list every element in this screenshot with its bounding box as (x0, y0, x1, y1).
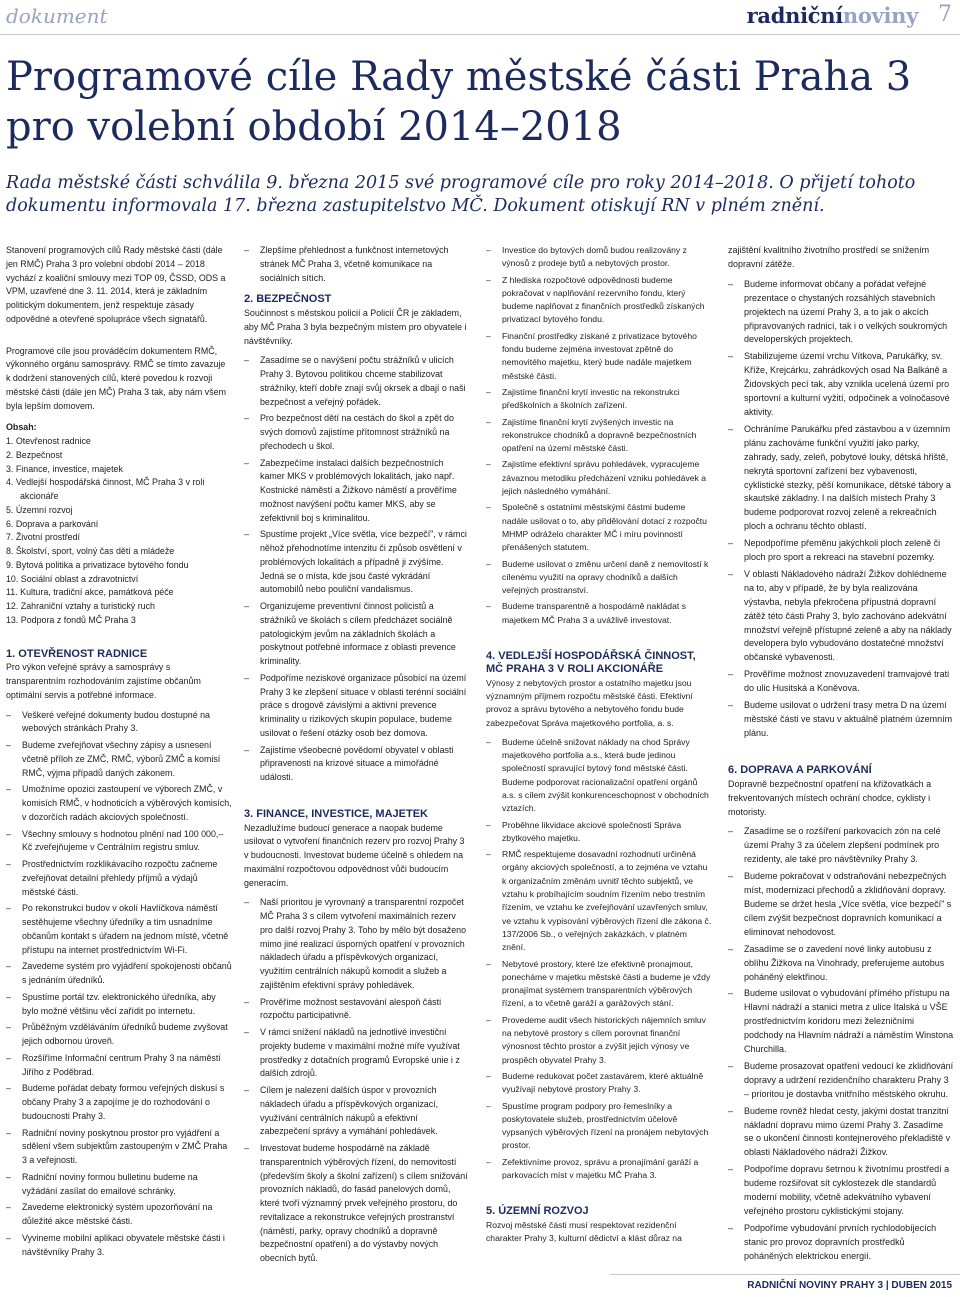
intro-paragraph-2: Programové cíle jsou prováděcím dokumentem RMČ, výkonného orgánu samosprávy. RMČ se tímto zavazuje k dodržení stanovených cílů, které povedou k rozvoji městské části (dále jen MČ) Praha 3 tak, aby nám všem byla lepším domovem. (6, 345, 226, 411)
column-3-top-list (486, 244, 712, 627)
bullet-text: Proběhne likvidace akciové společnosti Správa zbytkového majetku. (502, 819, 682, 843)
bullet-item (728, 423, 954, 534)
dash-bullet: – (244, 672, 249, 683)
dash-bullet: – (244, 413, 249, 424)
bullet-text: Stabilizujeme území vrchu Vítkova, Parukářky, sv. Kříže, Krejcárku, zahrádkových osad Na Balkáně a Židovských pecí tak, aby vznikla ucelená území pro sportovní a kulturní vyžití, odpočinek a volnočasové aktivity. (744, 351, 950, 417)
bullet-text: Prověříme možnost sestavování alespoň části rozpočtu participativně. (260, 996, 442, 1021)
section-list-6 (728, 825, 954, 1263)
contents-list (6, 435, 232, 628)
bullet-text: Ochráníme Parukářku před zástavbou a v územním plánu zachováme funkční využití jako parky, zahrady, sady, zeleň, pobytové louky, dětská hřiště, nekrytá sportovní zařízení bez vybavenosti, cyklistické stezky, pěší komunikace, dětské tábory a skautské základny. I na dalších místech Prahy 3 budeme podporovat rozvoj zeleně a rekreačních ploch a ochranu těchto oblastí. (744, 423, 951, 532)
footer-divider (610, 1274, 960, 1275)
bullet-text: Podpoříme neziskové organizace působící na území Prahy 3 ke zlepšení situace v oblasti terénní sociální práce s drogově závislými a aktivní prevence kriminality u rizikových skupin populace, budeme usilovat o řešení otázky osob bez domova. (260, 672, 467, 738)
bullet-text: Nepodpoříme přeměnu jakýchkoli ploch zeleně či ploch pro sport a rekreaci na stavební pozemky. (744, 538, 941, 563)
dash-bullet: – (6, 1232, 11, 1243)
column-2 (244, 244, 470, 1269)
section-list-4 (486, 736, 712, 1183)
dash-bullet: – (728, 423, 734, 434)
bullet-text: Rozšíříme Informační centrum Prahy 3 na náměstí Jiřího z Poděbrad. (22, 1052, 221, 1077)
dash-bullet: – (728, 568, 734, 579)
bullet-text: Podpoříme dopravu šetrnou k životnímu prostředí a budeme rozšiřovat sít cyklostezek dle standardů moderní mobility, včetně adekvátního vybavení veřejného prostoru cyklistickými stojany. (744, 1164, 950, 1216)
bullet-item (6, 739, 232, 780)
bullet-item (486, 600, 712, 627)
contents-item: 6. Doprava a parkování (6, 518, 99, 529)
bullet-text: Provedeme audit všech historických nájemních smluv na nebytové prostory s cílem porovnat finanční výnosnost těchto prostor a zvýšit jejich výnosy ve prospěch obyvatel Prahy 3. (502, 1014, 706, 1065)
bullet-item (728, 350, 954, 420)
section-intro-3: Nezadlužíme budoucí generace a naopak budeme usilovat o vytvoření finančních rezerv pro rozvoj Prahy 3 v budoucnosti. Investovat budeme účelně s ohledem na maximální rozpočtovou odpovědnost vůči budoucím generacím. (244, 822, 465, 888)
dash-bullet: – (486, 245, 491, 255)
contents-item: 11. Kultura, tradiční akce, památková péče (6, 587, 174, 598)
bullet-item (6, 709, 232, 737)
masthead-part1: radniční (746, 3, 843, 28)
bullet-item (486, 736, 712, 816)
contents-item: 5. Územní rozvoj (6, 504, 73, 515)
bullet-item (486, 558, 712, 598)
bullet-item (486, 1070, 712, 1097)
bullet-text: Spustíme portál tzv. elektronického úředníka, aby bylo možné většinu věcí zařídit po internetu. (22, 991, 216, 1016)
bullet-text: V rámci snížení nákladů na jednotlivé investiční projekty budeme v maximální možné míře využívat prostředky z dotačních programů Evropské unie i z dalších zdrojů. (260, 1027, 460, 1079)
dash-bullet: – (486, 558, 491, 569)
bullet-item (244, 1084, 470, 1139)
bullet-item (728, 668, 954, 696)
bullet-text: Veškeré veřejné dokumenty budou dostupné na webových stránkách Prahy 3. (22, 709, 210, 734)
dash-bullet: – (6, 991, 11, 1002)
contents-item: 7. Životní prostředí (6, 532, 80, 543)
dash-bullet: – (244, 601, 249, 611)
dash-bullet: – (728, 538, 734, 549)
bullet-item (244, 744, 470, 785)
bullet-item (486, 458, 712, 498)
bullet-item (486, 416, 712, 456)
bullet-text: Zajistíme finanční krytí investic na rekonstrukci předškolních a školních zařízení. (502, 386, 680, 411)
dash-bullet: – (728, 988, 734, 999)
dash-bullet: – (728, 1222, 734, 1233)
dash-bullet: – (728, 1164, 734, 1175)
bullet-item (486, 848, 712, 954)
bullet-text: Zavedeme elektronický systém upozorňování na důležité akce městské části. (22, 1202, 213, 1226)
bullet-item (6, 858, 232, 899)
bullet-text: Radniční noviny poskytnou prostor pro vyjádření a sdělení všem subjektům zastoupeným v ZMČ Praha 3 a veřejnosti. (22, 1127, 228, 1165)
bullet-text: Zlepšíme přehlednost a funkčnost internetových stránek MČ Praha 3, včetně komunikace na sociálních sítích. (260, 245, 449, 283)
bullet-item (728, 1105, 954, 1161)
dash-bullet: – (244, 245, 249, 255)
bullet-text: Společně s ostatními městskými částmi budeme nadále usilovat o to, aby přidělování dotací z rozpočtu MHMP odráželo charakter MČ i míru povinností přenášených statutem. (502, 502, 707, 553)
bullet-item (6, 1052, 232, 1080)
bullet-text: Investice do bytových domů budou realizovány z výnosů z prodeje bytů a nebytových prostor. (502, 245, 687, 269)
dash-bullet: – (6, 709, 11, 720)
bullet-text: Podpoříme vybudování prvních rychlodobíjecích stanic pro provoz dopravních prostředků poháněných elektrickou energií. (744, 1222, 937, 1261)
bullet-text: Budeme usilovat o vybudování přímého přístupu na Hlavní nádraží a stanici metra z ulice Italská u VŠE prostřednictvím koridoru mezi železničními podchody na Hlavním nádraží a náměstím Winstona Churchilla. (744, 988, 954, 1055)
bullet-text: Spustíme projekt „Více světla, více bezpečí", v rámci něhož přehodnotíme intenzitu či způsob osvětlení v problémových lokalitách a případně ji zvýšíme. Jedná se o místa, kde jsou časté vykrádání automobilů nebo pouliční vandalismus. (260, 529, 467, 595)
dash-bullet: – (728, 278, 734, 289)
section-list-3 (244, 896, 470, 1266)
bullet-item (244, 457, 470, 526)
dash-bullet: – (244, 1027, 249, 1037)
dash-bullet: – (728, 700, 734, 711)
bullet-item (244, 600, 470, 669)
bullet-text: Organizujeme preventivní činnost policistů a strážníků ve školách s cílem předcházet sociálně patologickým jevům na základních školách a poskytnout potřebné informace z oblasti prevence kriminality. (260, 601, 456, 666)
dash-bullet: – (6, 1127, 11, 1138)
bullet-text: Spustíme program podpory pro řemeslníky a poskytovatele služeb, prostřednictvím účelově vypsaných výběrových řízení na pronájem nebytových prostor. (502, 1100, 709, 1151)
bullet-text: Budeme účelně snižovat náklady na chod Správy majetkového portfolia a.s., která bude jedinou společností spravující bytový fond městské části. Budeme podporovat racionalizační opatření orgánů a.s. s cílem zvýšit konkurenceschopnost v obchodních vztazích. (502, 736, 709, 814)
bullet-item (728, 1163, 954, 1219)
bullet-item (244, 672, 470, 741)
bullet-text: Budeme redukovat počet zastavárem, které aktuálně využívají nebytové prostory Prahy 3. (502, 1070, 704, 1095)
bullet-item (486, 386, 712, 413)
bullet-item (244, 1026, 470, 1081)
section-heading-1: 1. OTEVŘENOST RADNICE (6, 647, 148, 660)
bullet-text: Nebytové prostory, které lze efektivně pronajmout, ponecháme v majetku městské části a budeme je vždy pronajímat systémem transparentních výběrových řízení, a to včetně garáží a garážových stání. (502, 958, 711, 1009)
bullet-item (244, 896, 470, 992)
dash-bullet: – (728, 871, 734, 882)
dash-bullet: – (244, 1085, 249, 1095)
dash-bullet: – (486, 849, 491, 860)
column-1 (6, 244, 232, 1262)
column-2-top-list (244, 244, 470, 285)
newspaper-masthead (747, 3, 918, 28)
bullet-text: Po rekonstrukci budov v okolí Havlíčkova náměstí sestěhujeme všechny úředníky a tím usnadníme občanům kontakt s úřadem na jednom místě, včetně přístupu na internet prostřednictvím Wi-Fi. (22, 903, 229, 955)
dash-bullet: – (728, 1105, 734, 1116)
contents-item: 9. Bytová politika a privatizace bytového fondu (6, 559, 189, 570)
bullet-item (486, 274, 712, 327)
bullet-text: Zefektivníme provoz, správu a pronajímání garáží a parkovacích míst v majetku MČ Praha 3. (502, 1156, 699, 1180)
section-heading-2: 2. BEZPEČNOST (244, 293, 332, 306)
section-list-2 (244, 354, 470, 785)
bullet-item (486, 1014, 712, 1067)
bullet-text: Investovat budeme hospodárně na základě transparentních výběrových řízení, do nemovitostí (především školy a školní zařízení) s cílem snižování provozních nákladů, do fasád panelových domů, které tvoří významný prvek veřejného prostoru, do revitalizace a rekonstrukce veřejných prostranství (náměstí, parky, opravy chodníků a dopravně bezpečnostní opatření) a do výstavby nových obecních bytů. (260, 1143, 468, 1263)
bullet-item (6, 960, 232, 988)
dash-bullet: – (728, 351, 734, 362)
dash-bullet: – (6, 903, 11, 914)
dash-bullet: – (244, 457, 249, 468)
bullet-item (244, 1142, 470, 1266)
dash-bullet: – (6, 1202, 11, 1213)
footer-text: RADNIČNÍ NOVINY PRAHY 3 | DUBEN 2015 (747, 1280, 952, 1291)
bullet-text: Zabezpečíme instalaci dalších bezpečnostních kamer MKS v problémových lokalitách, jako např. Kostnické náměstí a Žižkovo náměstí a prověříme možnost navýšení počtu kamer MKS, aby se zefektivnil boj s kriminalitou. (260, 457, 457, 523)
bullet-item (6, 902, 232, 957)
bullet-item (6, 783, 232, 824)
section-heading-6: 6. DOPRAVA A PARKOVÁNÍ (728, 763, 872, 776)
section-heading-5: 5. ÚZEMNÍ ROZVOJ (486, 1205, 589, 1218)
dash-bullet: – (6, 961, 11, 972)
bullet-text: Zajistíme všeobecné povědomí obyvatel v oblasti připravenosti na krizové situace a mimořádné události. (260, 744, 454, 782)
article-title: Programové cíle Rady městské části Praha 3 pro volební období 2014–2018 (6, 54, 912, 150)
bullet-item (6, 1127, 232, 1168)
dash-bullet: – (486, 330, 491, 341)
bullet-item (728, 870, 954, 940)
page-header (0, 0, 960, 36)
dash-bullet: – (486, 1070, 491, 1081)
section-intro-1: Pro výkon veřejné správy a samosprávy s transparentním rozhodováním zajistíme občanům optimální servis a potřebné informace. (6, 662, 201, 700)
bullet-item (728, 699, 954, 741)
dash-bullet: – (6, 828, 11, 839)
contents-item: 1. Otevřenost radnice (6, 436, 91, 446)
bullet-text: Budeme usilovat o změnu určení daně z nemovitostí k cílenému využití na opravy chodníků a dalších veřejných prostranství. (502, 558, 709, 596)
bullet-text: V oblasti Nákladového nádraží Žižkov dohlédneme na to, aby v případě, že by byla realizována výstavba, nebyla překročena přípustná dopravní zátěž této části Prahy 3, bylo zachováno adekvátní množství veřejně přístupné zeleně a aby na náklady developera bylo vybudováno dostatečné množství občanské vybavenosti. (744, 568, 952, 663)
bullet-text: Naší prioritou je vyrovnaný a transparentní rozpočet MČ Praha 3 s cílem vytvoření maximálních rezerv pro další rozvoj Prahy 3. Toho by mělo být dosaženo mimo jiné realizací úsporných opatření v provozních nákladech úřadu a příspěvkových organizací, využitím centrálních nákupů komodit a služeb a zajištěním efektivní správy pohledávek. (260, 897, 467, 990)
bullet-item (6, 828, 232, 856)
dash-bullet: – (6, 1171, 11, 1182)
section-intro-6: Dopravně bezpečnostní opatření na křižovatkách a frekventovaných místech ochrání chodce, cyklisty i motoristy. (728, 778, 932, 817)
dash-bullet: – (244, 529, 249, 540)
bullet-item (486, 1156, 712, 1183)
bullet-text: Budeme transparentně a hospodárně nakládat s majetkem MČ Praha 3 a uvážlivě investovat. (502, 601, 686, 625)
bullet-item (6, 1232, 232, 1260)
bullet-text: Finanční prostředky získané z privatizace bytového fondu budeme zejména investovat zpětně do nemovitého majetku, který bude nadále majetkem městské části. (502, 330, 697, 381)
bullet-text: Budeme informovat občany a pořádat veřejné prezentace o chystaných rozsáhlých stavebních projektech na území Prahy 3, a to jak o akcích připravovaných radnicí, tak i o velkých soukromých developerských projektech. (744, 278, 948, 345)
dash-bullet: – (486, 1014, 491, 1025)
bullet-item (244, 412, 470, 453)
bullet-text: Zasadíme se o navýšení počtu strážníků v ulicích Prahy 3. Bytovou politikou chceme stabilizovat strážníky, kteří dobře znají svůj okrsek a dbají o naši bezpečnost a veřejný pořádek. (260, 355, 466, 407)
section-intro-4: Výnosy z nebytových prostor a ostatního majetku jsou významným příjmem rozpočtu městské části. Efektivní provoz a správu bytového a nebytového fondu bude zabezpečovat Správa majetkového portfolia, a. s. (486, 677, 693, 728)
bullet-item (6, 1082, 232, 1123)
section-list-1 (6, 709, 232, 1260)
dash-bullet: – (486, 819, 491, 830)
bullet-item (6, 991, 232, 1019)
bullet-text: Pro bezpečnost dětí na cestách do škol a zpět do svých domovů zajistíme přítomnost strážníků na přechodech u škol. (260, 413, 454, 451)
dash-bullet: – (244, 897, 249, 908)
contents-item: 3. Finance, investice, majetek (6, 463, 123, 474)
bullet-text: Budeme pořádat debaty formou veřejných diskusí s občany Prahy 3 a zapojíme je do rozhodování o budoucnosti Prahy 3. (22, 1083, 225, 1121)
bullet-text: Umožníme opozici zastoupení ve výborech ZMČ, v komisích RMČ, v hodnoticích a výběrových komisích, v dozorčích radách akciových společností. (22, 784, 232, 822)
bullet-text: Z hlediska rozpočtové odpovědnosti budeme pokračovat v naplňování rezervního fondu, který budeme naplňovat z finančních prostředků získaných privatizací bytového fondu. (502, 274, 705, 325)
dash-bullet: – (486, 459, 491, 470)
bullet-text: Prostřednictvím rozklikávacího rozpočtu začneme zveřejňovat detailní přehledy příjmů a výdajů městské části. (22, 859, 218, 897)
contents-item: 10. Sociální oblast a zdravotnictví (6, 573, 139, 584)
bullet-item (244, 528, 470, 597)
dash-bullet: – (728, 669, 734, 680)
bullet-item (728, 1222, 954, 1264)
bullet-item (728, 568, 954, 665)
bullet-item (244, 996, 470, 1024)
bullet-item (728, 537, 954, 565)
bullet-item (486, 958, 712, 1011)
section-heading-4: 4. VEDLEJŠÍ HOSPODÁŘSKÁ ČINNOST, MČ PRAHA 3 V ROLI AKCIONÁŘE (486, 650, 696, 676)
bullet-text: Zajistíme efektivní správu pohledávek, vypracujeme závaznou metodiku předcházení vzniku pohledávek a jejich následného vymáhání. (502, 459, 706, 497)
section-5-continuation: zajištění kvalitního životního prostředí se snížením dopravní zátěže. (728, 245, 930, 269)
bullet-text: Budeme rovněž hledat cesty, jakými dostat tranzitní nákladní dopravu mimo území Prahy 3. Zasadíme se o ukončení činnosti kontejnerového překladiště v oblasti Nákladového nádraží Žižkov. (744, 1105, 951, 1158)
bullet-item (728, 825, 954, 867)
bullet-item (728, 943, 954, 985)
bullet-item (486, 501, 712, 554)
contents-item: 13. Podpora z fondů MČ Praha 3 (6, 614, 136, 625)
bullet-text: Budeme prosazovat opatření vedoucí ke zklidňování dopravy a udržení rezidenčního charakteru Prahy 3 – prioritou je dostavba vnitřního městského okruhu. (744, 1060, 954, 1099)
bullet-text: RMČ respektujeme dosavadní rozhodnutí určiněná orgány akciových společností, a to zejména ve vztahu k organizačním změnám uvnitř těchto subjektů, ve vztahu k probíhajícím soudním řízením nebo trestním řízením, ve vztahu ke zveřejňování uzavřených smluv, ve vztahu k vypisování výběrových řízení dle zákona č. 137/2006 Sb., o veřejných zakázkách, v platném znění. (502, 849, 712, 953)
section-list-5 (728, 278, 954, 741)
dash-bullet: – (244, 996, 249, 1007)
section-intro-2: Součinnost s městskou policií a Policií ČR je základem, aby MČ Praha 3 byla bezpečným místem pro obyvatele i návštěvníky. (244, 308, 467, 346)
dash-bullet: – (486, 1156, 491, 1167)
bullet-item (244, 354, 470, 409)
contents-item: 8. Školství, sport, volný čas dětí a mládeže (6, 546, 175, 556)
dash-bullet: – (486, 386, 491, 397)
bullet-item (6, 1201, 232, 1229)
dash-bullet: – (6, 1052, 11, 1063)
bullet-text: Zajistíme finanční krytí zvýšených investic na rekonstrukce chodníků a dopravně bezpečnostních opatření na území městské části. (502, 416, 697, 454)
bullet-text: Budeme zveřejňovat všechny zápisy a usnesení včetně příloh ze ZMČ, RMČ, výborů ZMČ a komisí RMČ, výjma případů daných zákonem. (22, 740, 221, 778)
bullet-text: Zasadíme se o zavedení nové linky autobusu z oblíhu Žižkova na Vinohrady, preferujeme autobus poháněný elektřinou. (744, 943, 945, 982)
intro-paragraph-1: Stanovení programových cílů Rady městské části (dále jen RMČ) Praha 3 pro volební období 2014 – 2018 vychází z koaliční smlouvy mezi TOP 09, ČSSD, ODS a VPM, uzavřené dne 3. 11. 2014, která je základním politickým dokumentem, jenž respektuje zásady odpovědné a otevřené spolupráce všech signatářů. (6, 245, 226, 324)
dash-bullet: – (486, 958, 491, 969)
bullet-text: Zasadíme se o rozšíření parkovacích zón na celé území Prahy 3 za účelem zlepšení podmínek pro rezidenty, ale také pro návštěvníky Prahy 3. (744, 826, 941, 865)
dash-bullet: – (486, 274, 491, 285)
contents-item: 2. Bezpečnost (6, 449, 63, 460)
bullet-item (486, 819, 712, 846)
contents-item: 4. Vedlejší hospodářská činnost, MČ Praha 3 v roli akcionáře (6, 477, 205, 501)
contents-label: Obsah: (6, 422, 37, 433)
bullet-item (6, 1021, 232, 1049)
bullet-text: Budeme pokračovat v odstraňování nebezpečných míst, modernizaci přechodů a zklidňování dopravy. Budeme se držet hesla „Více světla, více bezpečí" s cílem zvýšit bezpečnost dopravních komunikací a eliminovat nehodovost. (744, 871, 952, 937)
article-lead: Rada městské části schválila 9. března 2015 své programové cíle pro roky 2014–2018. O přijetí tohoto dokumentu informovala 17. března zastupitelstvo MČ. Dokument otiskují RN v plném znění. (6, 173, 916, 216)
bullet-text: Vyvineme mobilní aplikaci obyvatele městské části i návštěvníky Prahy 3. (22, 1232, 225, 1257)
bullet-text: Prověříme možnost znovuzavedení tramvajové trati do ulic Husitská a Koněvova. (744, 669, 950, 694)
bullet-item (244, 244, 470, 285)
header-divider (0, 34, 960, 35)
dash-bullet: – (486, 736, 491, 747)
bullet-item (6, 1171, 232, 1199)
dash-bullet: – (486, 416, 491, 427)
dash-bullet: – (6, 784, 11, 795)
page-footer (0, 1274, 960, 1297)
page-number: 7 (938, 2, 952, 27)
bullet-item (486, 330, 712, 383)
bullet-item (486, 244, 712, 271)
bullet-text: Všechny smlouvy s hodnotou plnění nad 100 000,– Kč zveřejňujeme v Centrálním registru smluv. (22, 828, 224, 853)
dash-bullet: – (6, 740, 11, 750)
column-4 (728, 244, 954, 1267)
bullet-item (728, 987, 954, 1057)
bullet-text: Průběžným vzděláváním úředníků budeme zvyšovat jejich odbornou úroveň. (22, 1022, 228, 1046)
dash-bullet: – (6, 859, 11, 869)
contents-item: 12. Zahraniční vztahy a turistický ruch (6, 601, 155, 611)
bullet-item (728, 1060, 954, 1102)
bullet-text: Zavedeme systém pro vyjádření spokojenosti občanů s jednáním úředníků. (22, 961, 232, 985)
bullet-text: Radniční noviny formou bulletinu budeme na vyžádání zasílat do emailové schránky. (22, 1171, 198, 1196)
dash-bullet: – (728, 826, 734, 837)
bullet-text: Budeme usilovat o udržení trasy metra D na území městské části ve stavu v aktuálně platném územním plánu. (744, 700, 953, 738)
masthead-part2: noviny (842, 3, 918, 28)
dash-bullet: – (486, 601, 491, 612)
section-heading-3: 3. FINANCE, INVESTICE, MAJETEK (244, 807, 428, 820)
dash-bullet: – (6, 1083, 11, 1094)
dash-bullet: – (486, 502, 491, 513)
dash-bullet: – (6, 1022, 11, 1033)
dash-bullet: – (244, 744, 249, 755)
section-intro-5: Rozvoj městské části musí respektovat rezidenční charakter Prahy 3, kulturní dědictví a klást důraz na (486, 1219, 682, 1243)
dash-bullet: – (244, 1143, 249, 1153)
dash-bullet: – (728, 1060, 734, 1071)
section-label: dokument (6, 4, 108, 28)
bullet-item (486, 1100, 712, 1153)
dash-bullet: – (486, 1100, 491, 1111)
bullet-text: Cílem je nalezení dalších úspor v provozních nákladech úřadu a příspěvkových organizací, využívání centrálních nákupů a efektivní zabezpečení správy a vymáhání pohledávek. (260, 1085, 439, 1137)
dash-bullet: – (244, 355, 249, 366)
column-3 (486, 244, 712, 1251)
bullet-item (728, 278, 954, 348)
dash-bullet: – (728, 943, 734, 954)
